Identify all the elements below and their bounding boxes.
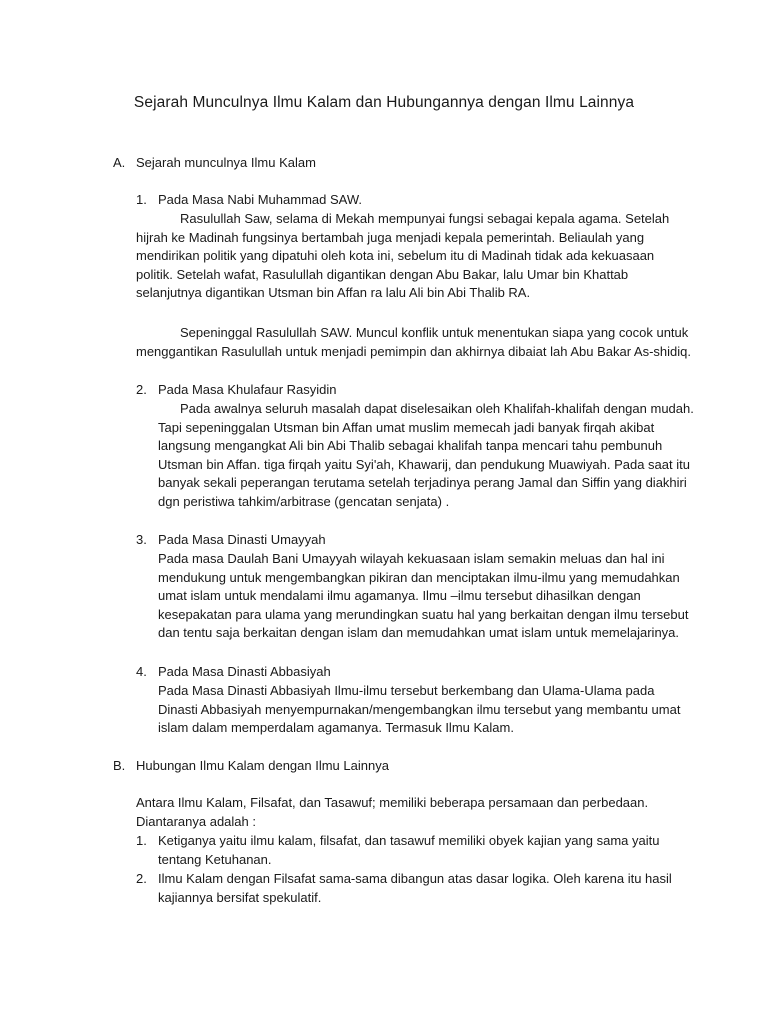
text-line: Pada masa Daulah Bani Umayyah wilayah kekuasaan islam semakin meluas dan hal ini	[158, 551, 665, 566]
page-title: Sejarah Munculnya Ilmu Kalam dan Hubungannya dengan Ilmu Lainnya	[133, 94, 635, 111]
text-line: Tapi sepeninggalan Utsman bin Affan umat muslim memecah jadi banyak firqah akibat	[158, 419, 655, 435]
item-title: Pada Masa Dinasti Umayyah	[158, 532, 326, 547]
list-marker: 1.	[136, 833, 147, 848]
text-line: Sepeninggal Rasulullah SAW. Muncul konflik untuk menentukan siapa yang cocok untuk	[180, 325, 689, 340]
text-line: Ketiganya yaitu ilmu kalam, filsafat, dan tasawuf memiliki obyek kajian yang sama yaitu	[158, 833, 660, 848]
list-item	[136, 870, 672, 889]
text-line: Diantaranya adalah :	[136, 813, 256, 829]
text-line: hijrah ke Madinah fungsinya bertambah juga menjadi kepala pemerintah. Beliaulah yang	[136, 229, 645, 245]
text-line: banyak sekali peperangan terutama setelah terjadinya perang Jamal dan Siffin yang diakhiri	[158, 475, 687, 491]
section-title: Hubungan Ilmu Kalam dengan Ilmu Lainnya	[136, 758, 389, 773]
item-title: Pada Masa Khulafaur Rasyidin	[158, 382, 337, 397]
item-heading	[136, 531, 326, 550]
list-marker: 4.	[136, 664, 147, 679]
paragraph	[158, 550, 689, 643]
text-line: mendirikan politik yang dipatuhi oleh kota ini, sebelum itu di Madinah tidak ada kekuasaan	[136, 248, 655, 264]
item-heading	[136, 191, 362, 210]
text-line: selanjutnya digantikan Utsman bin Affan ra lalu Ali bin Abi Thalib RA.	[136, 285, 531, 301]
text-line: dgn peristiwa tahkim/arbitrase (gencatan senjata) .	[158, 493, 450, 509]
item-title: Pada Masa Nabi Muhammad SAW.	[158, 192, 362, 207]
text-line: dan tentu saja berkaitan dengan islam dan memudahkan umat islam untuk memelajarinya.	[158, 625, 680, 641]
text-line: mendukung untuk mengembangkan pikiran dan menciptakan ilmu-ilmu yang memudahkan	[158, 569, 680, 585]
text-line: Rasulullah Saw, selama di Mekah mempunyai fungsi sebagai kepala agama. Setelah	[180, 211, 670, 226]
list-item	[136, 832, 659, 851]
paragraph	[136, 210, 681, 303]
paragraph	[158, 400, 694, 512]
text-line: Utsman bin Affan. tiga firqah yaitu Syi'ah, Khawarij, dan pendukung Muawiyah. Pada saat itu	[158, 456, 690, 472]
section-a-heading	[113, 154, 316, 173]
text-line: Dinasti Abbasiyah menyempurnakan/mengembangkan ilmu tersebut yang membantu umat	[158, 701, 681, 717]
text-line: politik. Setelah wafat, Rasulullah digantikan dengan Abu Bakar, lalu Umar bin Khattab	[136, 266, 629, 282]
text-line: menggantikan Rasulullah untuk menjadi pemimpin dan akhirnya dibaiat lah Abu Bakar As-shidiq.	[136, 343, 692, 359]
paragraph	[158, 682, 681, 738]
section-title: Sejarah munculnya Ilmu Kalam	[136, 155, 316, 170]
text-line: langsung mengangkat Ali bin Abi Thalib sebagai khalifah tanpa mencari tahu pembunuh	[158, 438, 663, 454]
section-b-heading	[113, 757, 389, 776]
list-marker: 2.	[136, 382, 147, 397]
item-title: Pada Masa Dinasti Abbasiyah	[158, 664, 331, 679]
list-marker: 1.	[136, 192, 147, 207]
text-line: Pada Masa Dinasti Abbasiyah Ilmu-ilmu tersebut berkembang dan Ulama-Ulama pada	[158, 683, 655, 698]
list-marker: 2.	[136, 871, 147, 886]
paragraph	[136, 794, 681, 831]
text-line: Ilmu Kalam dengan Filsafat sama-sama dibangun atas dasar logika. Oleh karena itu hasil	[158, 871, 672, 886]
section-marker: A.	[113, 155, 126, 170]
paragraph	[136, 324, 692, 361]
text-line: tentang Ketuhanan.	[158, 852, 272, 867]
section-marker: B.	[113, 758, 126, 773]
text-line: kesepakatan para ulama yang merundingkan suatu hal yang berkaitan dengan ilmu tersebut	[158, 606, 689, 622]
text-line: kajiannya bersifat spekulatif.	[158, 890, 322, 905]
text-line: Antara Ilmu Kalam, Filsafat, dan Tasawuf; memiliki beberapa persamaan dan perbedaan.	[136, 795, 649, 810]
text-line: umat islam untuk mendalami ilmu agamanya. Ilmu –ilmu tersebut dihasilkan dengan	[158, 588, 641, 604]
text-line: Pada awalnya seluruh masalah dapat diselesaikan oleh Khalifah-khalifah dengan mudah.	[180, 401, 694, 416]
item-heading	[136, 663, 331, 682]
item-heading	[136, 381, 337, 400]
text-line: islam dalam memperdalam agamanya. Termasuk Ilmu Kalam.	[158, 720, 514, 736]
list-marker: 3.	[136, 532, 147, 547]
